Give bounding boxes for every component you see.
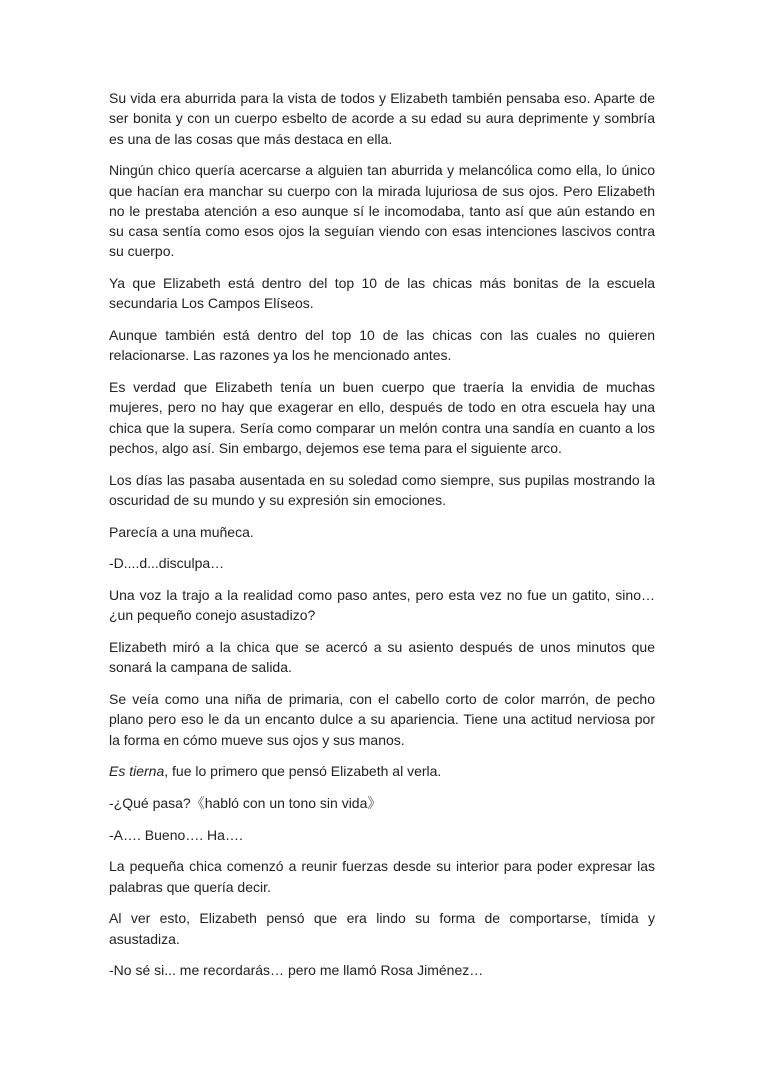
paragraph-12 xyxy=(109,761,655,781)
dialogue-line-4: -No sé si... me recordarás… pero me llamó Rosa Jiménez… xyxy=(109,962,484,979)
paragraph-5: Es verdad que Elizabeth tenía un buen cuerpo que traería la envidia de muchas mujeres, pero no hay que exagerar en ello, después de todo en otra escuela hay una chica que la supera. Sería como comparar un melón contra una sandía en cuanto a los pechos, algo así. Sin embargo, dejemos ese tema para el siguiente arco. xyxy=(109,379,655,457)
paragraph-9: Una voz la trajo a la realidad como paso antes, pero esta vez no fue un gatito, sino… ¿un pequeño conejo asustadizo? xyxy=(109,587,655,624)
dialogue-line-2: -¿Qué pasa?《habló con un tono sin vida》 xyxy=(109,795,382,811)
paragraph-3: Ya que Elizabeth está dentro del top 10 de las chicas más bonitas de la escuela secundaria Los Campos Elíseos. xyxy=(109,275,655,312)
paragraph-1: Su vida era aburrida para la vista de todos y Elizabeth también pensaba eso. Aparte de ser bonita y con un cuerpo esbelto de acorde a su edad su aura deprimente y sombría es una de las cosas que más destaca en ella. xyxy=(109,90,655,147)
paragraph-16: Al ver esto, Elizabeth pensó que era lindo su forma de comportarse, tímida y asustadiza. xyxy=(109,910,655,947)
dialogue-line-3: -A…. Bueno…. Ha…. xyxy=(109,826,243,843)
paragraph-7: Parecía a una muñeca. xyxy=(109,523,254,540)
dialogue-line-1: -D....d...disculpa… xyxy=(109,555,225,572)
paragraph-12-text: , fue lo primero que pensó Elizabeth al verla. xyxy=(164,763,442,780)
document-body xyxy=(109,88,655,992)
paragraph-10: Elizabeth miró a la chica que se acercó a su asiento después de unos minutos que sonará la campana de salida. xyxy=(109,639,655,676)
paragraph-6: Los días las pasaba ausentada en su soledad como siempre, sus pupilas mostrando la oscuridad de su mundo y su expresión sin emociones. xyxy=(109,471,655,508)
paragraph-15: La pequeña chica comenzó a reunir fuerzas desde su interior para poder expresar las palabras que quería decir. xyxy=(109,858,655,895)
paragraph-4: Aunque también está dentro del top 10 de las chicas con las cuales no quieren relacionarse. Las razones ya los he mencionado antes. xyxy=(109,327,655,364)
paragraph-11: Se veía como una niña de primaria, con el cabello corto de color marrón, de pecho plano pero eso le da un encanto dulce a su apariencia. Tiene una actitud nerviosa por la forma en cómo mueve sus ojos y sus manos. xyxy=(109,691,655,748)
paragraph-2: Ningún chico quería acercarse a alguien tan aburrida y melancólica como ella, lo único que hacían era manchar su cuerpo con la mirada lujuriosa de sus ojos. Pero Elizabeth no le prestaba atención a eso aunque sí le incomodaba, tanto así que aún estando en su casa sentía como esos ojos la seguían viendo con esas intenciones lascivos contra su cuerpo. xyxy=(109,162,655,260)
italic-phrase: Es tierna xyxy=(109,763,165,780)
